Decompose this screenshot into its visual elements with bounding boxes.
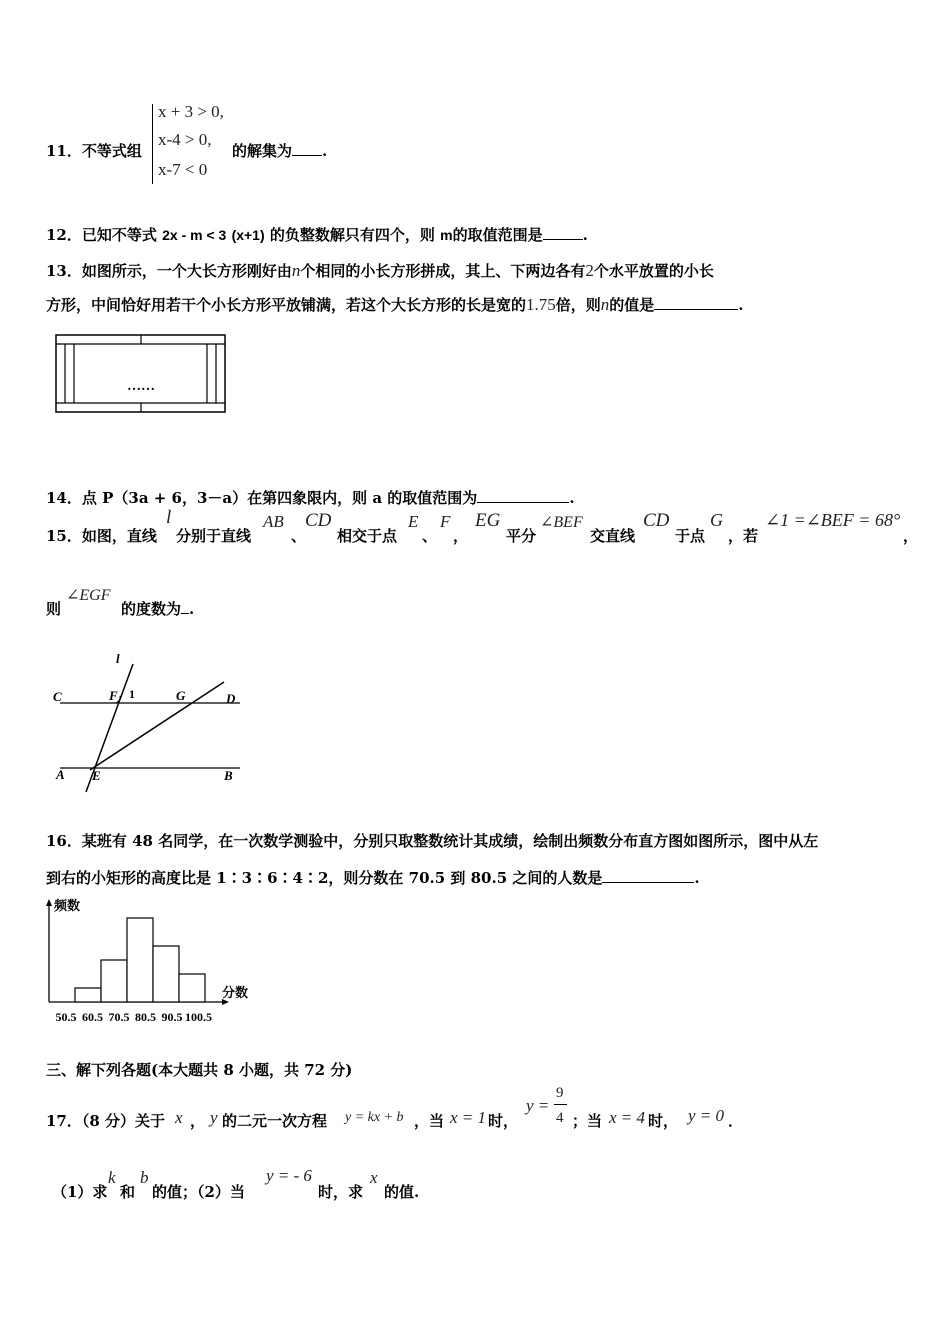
q17-part2b: 时，求 (318, 1183, 364, 1201)
q17-frac-bar (554, 1104, 567, 1105)
q11-tail (232, 140, 327, 161)
q13-line-2 (46, 294, 744, 315)
q17-k: k (108, 1168, 116, 1187)
q14-line (46, 487, 575, 508)
q12-expr: 2x - m < 3 (162, 227, 227, 243)
x-tick-label: 50.5 (55, 1010, 77, 1024)
q11-number: 11． (46, 142, 82, 160)
q11-lead: 不等式组 (81, 142, 142, 160)
q15-text-c: 相交于点 (337, 527, 398, 545)
q15-E: E (408, 512, 419, 531)
q15-label-l: l (116, 652, 120, 666)
q17-y-eq-lhs: y = (526, 1096, 550, 1115)
q13-n: n (291, 261, 301, 280)
q11-end: . (322, 142, 328, 160)
q13-text-2a: 方形，中间恰好用若干个小长方形平放铺满，若这个大长方形的长是宽的 (46, 296, 527, 314)
q15-sep1: 、 (291, 527, 307, 545)
q13-outer-rect (56, 335, 225, 412)
q15-line2b-wrap (121, 598, 194, 619)
q15-label-G: G (176, 688, 186, 703)
q16-histogram (40, 896, 260, 1026)
q13-text-1b: 个相同的小长方形拼成，其上、下两边各有 (300, 262, 586, 280)
q17-y: y (210, 1108, 218, 1127)
q16-line-2 (46, 867, 700, 888)
q11-ineq-3: x-7 < 0 (158, 160, 208, 179)
q12-text-c: 的负整数解只有四个，则 (269, 226, 435, 244)
q15-answer-blank[interactable] (181, 612, 189, 614)
q15-condition: ∠1 =∠BEF = 68° (765, 510, 901, 530)
q15-text-a: 如图，直线 (81, 527, 157, 545)
q15-number: 15． (46, 527, 82, 545)
q11-answer-blank[interactable] (292, 154, 322, 156)
q17-text-c: 时， (488, 1112, 519, 1130)
q12-var: m (440, 227, 453, 243)
q15-sep2: 、 (422, 527, 438, 545)
q12-answer-blank[interactable] (543, 238, 583, 240)
histogram-bar (75, 988, 101, 1002)
q17-b: b (140, 1168, 149, 1187)
q13-text-2b: 倍，则 (555, 296, 601, 314)
q17-frac-num: 9 (556, 1085, 564, 1101)
q15-label-A: A (56, 767, 65, 782)
y-axis-label: 频数 (54, 898, 81, 913)
q15-CD-2: CD (643, 510, 670, 531)
q12-number: 12． (46, 226, 82, 244)
q15-comma1: ， (453, 527, 469, 545)
histogram-bar (153, 946, 179, 1002)
q15-line2a: 则 (46, 600, 62, 618)
q17-xvar: x (370, 1168, 378, 1187)
q17-text-a: 的二元一次方程 (222, 1112, 328, 1130)
q17-part2c: 的值. (384, 1183, 420, 1201)
q17-text-b: ，当 (414, 1112, 445, 1130)
q12-expr-b: (x+1) (231, 227, 265, 243)
q15-G: G (710, 510, 723, 530)
q13-ellipsis: …… (127, 379, 155, 394)
q13-text-1c: 个水平放置的小长 (593, 262, 714, 280)
q13-text-1a: 如图所示，一个大长方形刚好由 (81, 262, 292, 280)
q13-figure (55, 334, 227, 414)
q11-tail-text: 的解集为 (232, 142, 293, 160)
q17-text-d: ；当 (572, 1112, 603, 1130)
q15-line2b: 的度数为 (121, 600, 182, 618)
histogram-plot (46, 898, 248, 1024)
q14-answer-blank[interactable] (477, 501, 569, 503)
q14-number: 14． (46, 489, 82, 507)
q15-angle-EGF: ∠EGF (66, 587, 111, 604)
q15-EG: EG (475, 510, 501, 531)
q17-and: 和 (120, 1183, 136, 1201)
q17-y-eq-0: y = 0 (688, 1106, 725, 1125)
q15-label-C: C (53, 689, 62, 704)
q17-part1b: 的值；（2）当 (152, 1183, 245, 1201)
q17-x-eq-4: x = 4 (609, 1108, 646, 1127)
q17-end: ． (728, 1112, 744, 1130)
q15-label-D: D (226, 691, 236, 706)
x-tick-label: 60.5 (82, 1010, 103, 1024)
q16-end: . (694, 869, 700, 887)
q12-line (46, 224, 588, 245)
x-tick-label: 90.5 (161, 1010, 183, 1024)
q16-text-2: 到右的小矩形的高度比是 1∶3∶6∶4∶2，则分数在 70.5 到 80.5 之间的人数是 (46, 869, 603, 887)
q15-text-d: 平分 (506, 527, 537, 545)
q17-text-e: 时， (648, 1112, 679, 1130)
q17-score: （8 分）关于 (81, 1112, 166, 1130)
q16-text-1: 某班有 48 名同学，在一次数学测验中，分别只取整数统计其成绩，绘制出频数分布直方图如图所示，图中从左 (81, 832, 819, 850)
q16-answer-blank[interactable] (602, 881, 694, 883)
q15-label-E: E (92, 768, 101, 783)
q15-text-e: 交直线 (590, 527, 636, 545)
x-tick-label: 100.5 (185, 1010, 212, 1024)
x-tick-label: 70.5 (108, 1010, 130, 1024)
x-axis-label: 分数 (222, 985, 249, 1000)
x-tick-label: 80.5 (135, 1010, 156, 1024)
q15-end: . (189, 600, 195, 618)
q12-text-a: 已知不等式 (81, 226, 157, 244)
q15-CD: CD (305, 510, 332, 531)
q17-x: x (175, 1108, 183, 1127)
q14-end: . (569, 489, 575, 507)
q15-figure (48, 652, 248, 794)
q11-line (46, 140, 142, 161)
q14-text: 点 P（3a + 6，3－a）在第四象限内，则 a 的取值范围为 (81, 489, 478, 507)
q17-y-eq-neg6: y = - 6 (266, 1166, 312, 1185)
q11-brace (152, 104, 153, 184)
q13-answer-blank[interactable] (654, 308, 738, 310)
histogram-bar (101, 960, 127, 1002)
q12-text-d: 的取值范围是 (452, 226, 543, 244)
q11-ineq-2: x-4 > 0, (158, 130, 212, 149)
q17-lead (46, 1110, 165, 1131)
q17-frac-den: 4 (556, 1110, 564, 1126)
q15-text-f: 于点 (675, 527, 706, 545)
q13-end: . (738, 296, 744, 314)
q13-line-1 (46, 260, 714, 281)
q11-ineq-1: x + 3 > 0, (158, 102, 224, 121)
q15-comma2: ，若 (728, 527, 759, 545)
q15-text-b: 分别于直线 (176, 527, 252, 545)
q13-text-2c: 的值是 (609, 296, 655, 314)
q15-label-B: B (224, 768, 233, 783)
q17-x-eq-1: x = 1 (450, 1108, 487, 1127)
q13-two: 2 (585, 261, 594, 280)
histogram-bar (127, 918, 153, 1002)
q15-label-1: 1 (129, 687, 135, 701)
q15-l: l (166, 507, 172, 528)
q15-comma3: ， (903, 527, 919, 545)
q17-number: 17． (46, 1112, 82, 1130)
q15-num-text (46, 525, 157, 546)
q13-ratio: 1.75 (526, 295, 556, 314)
q16-line-1 (46, 830, 818, 851)
histogram-bar (179, 974, 205, 1002)
q17-part1: （1）求 (52, 1183, 108, 1201)
section3-title: 三、解下列各题(本大题共 8 小题，共 72 分) (46, 1061, 353, 1079)
q17-equation: y = kx + b (345, 1110, 404, 1125)
q15-angle-BEF: ∠BEF (540, 514, 583, 531)
y-axis-arrow (46, 899, 52, 906)
q15-AB: AB (263, 512, 284, 531)
q16-number: 16． (46, 832, 82, 850)
q13-n-2: n (600, 295, 610, 314)
q15-F: F (440, 512, 451, 531)
q17-comma: ， (190, 1112, 206, 1130)
q12-end: . (582, 226, 588, 244)
q15-label-F: F (109, 688, 118, 703)
q13-number: 13． (46, 262, 82, 280)
